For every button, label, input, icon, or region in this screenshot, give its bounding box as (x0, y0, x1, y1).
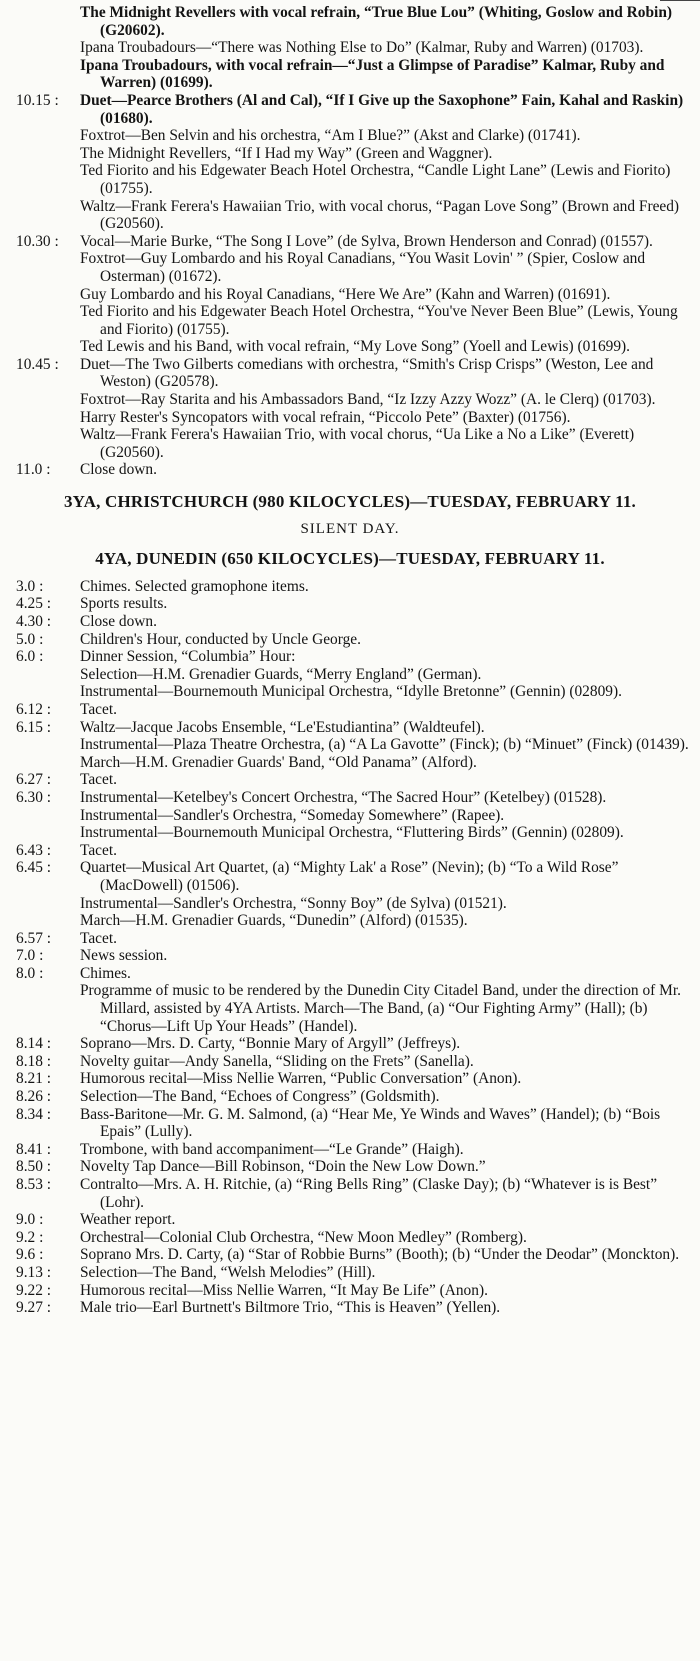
entry-time: 6.45 : (16, 859, 52, 877)
silent-day-note: SILENT DAY. (300, 520, 400, 537)
entry-time: 8.50 : (16, 1158, 52, 1176)
entry-item: Instrumental—Sandler's Orchestra, “Someday Somewhere” (Rapee). (80, 806, 505, 824)
entry-item: Novelty Tap Dance—Bill Robinson, “Doin the New Low Down.” (80, 1158, 486, 1176)
entry-item: The Midnight Revellers with vocal refrain, “True Blue Lou” (Whiting, Goslow and Robin) (G20602). (80, 4, 672, 39)
programme-entry (0, 1211, 700, 1229)
entry-item: Instrumental—Bournemouth Municipal Orchestra, “Idylle Bretonne” (Gennin) (02809). (80, 683, 622, 701)
entry-item: Instrumental—Plaza Theatre Orchestra, (a) “A La Gavotte” (Finck); (b) “Minuet” (Finck) (01439). (80, 736, 689, 754)
programme-entry (0, 648, 700, 701)
entry-time: 4.30 : (16, 613, 52, 630)
2ya-continued-section (0, 0, 700, 479)
entry-item: Chimes. Selected gramophone items. (80, 577, 309, 595)
entry-item: Dinner Session, “Columbia” Hour: (80, 648, 296, 666)
entry-item: Selection—The Band, “Echoes of Congress” (Goldsmith). (80, 1088, 440, 1106)
entry-time: 5.0 : (16, 630, 44, 648)
entry-time: 8.41 : (16, 1140, 52, 1158)
entry-time: 8.0 : (16, 964, 44, 982)
heading-3ya: 3YA, CHRISTCHURCH (980 KILOCYCLES)—TUESDAY, FEBRUARY 11. (63, 492, 637, 512)
entry-item: Foxtrot—Ray Starita and his Ambassadors Band, “Iz Izzy Azzy Wozz” (A. le Clerq) (01703). (80, 391, 656, 409)
entry-time: 6.15 : (16, 718, 52, 736)
programme-entry (0, 1053, 700, 1071)
entry-time: 9.22 : (16, 1281, 52, 1299)
entry-time: 8.21 : (16, 1070, 52, 1088)
entry-item: Close down. (80, 461, 157, 479)
entry-item: Ted Fiorito and his Edgewater Beach Hotel Orchestra, “You've Never Been Blue” (Lewis, Young and Fiorito) (01755). (80, 303, 678, 338)
entry-time: 8.14 : (16, 1035, 52, 1053)
programme-entry (0, 356, 700, 462)
programme-entry (0, 859, 700, 929)
entry-time: 3.0 : (16, 577, 44, 595)
entry-item: Harry Rester's Syncopators with vocal refrain, “Piccolo Pete” (Baxter) (01756). (80, 408, 571, 426)
entry-item: Male trio—Earl Burtnett's Biltmore Trio, “This is Heaven” (Yellen). (80, 1299, 501, 1317)
programme-entry (0, 4, 700, 92)
entry-item: Ipana Troubadours—“There was Nothing Else to Do” (Kalmar, Ruby and Warren) (01703). (80, 39, 644, 57)
programme-entry (0, 1299, 700, 1317)
entry-time: 10.15 : (16, 91, 59, 109)
entry-time: 6.0 : (16, 648, 44, 666)
entry-time: 9.6 : (16, 1246, 44, 1264)
programme-entry (0, 789, 700, 842)
entry-item: Soprano—Mrs. D. Carty, “Bonnie Mary of Argyll” (Jeffreys). (80, 1035, 461, 1053)
entry-time: 6.57 : (16, 929, 52, 947)
entry-item: Duet—Pearce Brothers (Al and Cal), “If I Give up the Saxophone” Fain, Kahal and Raskin) (01680). (80, 91, 684, 127)
programme-entry (0, 947, 700, 965)
programme-entry (0, 92, 700, 233)
programme-entry (0, 701, 700, 719)
programme-entry (0, 719, 700, 772)
programme-entry (0, 578, 700, 596)
entry-time: 9.13 : (16, 1263, 52, 1281)
entry-time: 6.27 : (16, 771, 52, 789)
programme-entry (0, 842, 700, 860)
entry-time: 6.30 : (16, 788, 52, 806)
entry-time: 10.30 : (16, 232, 59, 250)
entry-item: Programme of music to be rendered by the Dunedin City Citadel Band, under the direction of Mr. Millard, assisted by 4YA Artists. March—The Band, (a) “Our Fighting Army” (Hall); (b) “Chorus—Lift Up Your Heads” (Handel). (80, 982, 681, 1035)
programme-entry (0, 965, 700, 1035)
programme-entry (0, 1070, 700, 1088)
entry-time: 8.34 : (16, 1105, 52, 1123)
entry-item: Orchestral—Colonial Club Orchestra, “New Moon Medley” (Romberg). (80, 1228, 527, 1246)
entry-time: 8.26 : (16, 1088, 52, 1106)
programme-entry (0, 1106, 700, 1141)
entry-item: Contralto—Mrs. A. H. Ritchie, (a) “Ring Bells Ring” (Claske Day); (b) “Whatever is is Best” (Lohr). (80, 1176, 658, 1211)
entry-item: Foxtrot—Ben Selvin and his orchestra, “Am I Blue?” (Akst and Clarke) (01741). (80, 127, 581, 145)
entry-item: Humorous recital—Miss Nellie Warren, “Public Conversation” (Anon). (80, 1070, 522, 1088)
programme-entry (0, 1158, 700, 1176)
programme-entry (0, 930, 700, 948)
entry-time: 9.2 : (16, 1228, 44, 1246)
entry-item: Tacet. (80, 929, 117, 947)
entry-item: Waltz—Frank Ferera's Hawaiian Trio, with vocal chorus, “Pagan Love Song” (Brown and Freed) (G20560). (80, 197, 680, 233)
entry-time: 9.27 : (16, 1299, 52, 1317)
entry-time: 6.12 : (16, 700, 52, 718)
entry-time: 9.0 : (16, 1211, 44, 1229)
entry-item: Tacet. (80, 841, 117, 859)
entry-item: Waltz—Jacque Jacobs Ensemble, “Le'Estudiantina” (Waldteufel). (80, 718, 485, 736)
entry-item: Selection—The Band, “Welsh Melodies” (Hill). (80, 1263, 376, 1281)
entry-item: Close down. (80, 613, 157, 630)
entry-time: 11.0 : (16, 461, 51, 479)
entry-item: News session. (80, 947, 168, 965)
programme-entry (0, 1229, 700, 1247)
4ya-programme-section (0, 574, 700, 1317)
programme-entry (0, 1264, 700, 1282)
entry-time: 4.25 : (16, 595, 52, 613)
entry-item: Instrumental—Sandler's Orchestra, “Sonny Boy” (de Sylva) (01521). (80, 894, 507, 912)
entry-item: Instrumental—Ketelbey's Concert Orchestra, “The Sacred Hour” (Ketelbey) (01528). (80, 788, 607, 806)
entry-item: Waltz—Frank Ferera's Hawaiian Trio, with vocal chorus, “Ua Like a No a Like” (Everett) (G20560). (80, 426, 635, 461)
entry-item: March—H.M. Grenadier Guards' Band, “Old Panama” (Alford). (80, 753, 477, 771)
entry-item: Ted Fiorito and his Edgewater Beach Hotel Orchestra, “Candle Light Lane” (Lewis and Fiorito) (01755). (80, 162, 671, 197)
entry-time: 6.43 : (16, 841, 52, 859)
entry-item: Duet—The Two Gilberts comedians with orchestra, “Smith's Crisp Crisps” (Weston, Lee and Weston) (G20578). (80, 355, 654, 391)
programme-entry (0, 771, 700, 789)
entry-item: Trombone, with band accompaniment—“Le Grande” (Haigh). (80, 1140, 464, 1158)
entry-item: Soprano Mrs. D. Carty, (a) “Star of Robbie Burns” (Booth); (b) “Under the Deodar” (Monckton). (80, 1246, 680, 1264)
column-rule (660, 0, 700, 1)
entry-item: The Midnight Revellers, “If I Had my Way” (Green and Waggner). (80, 144, 493, 162)
entry-item: Chimes. (80, 964, 131, 982)
programme-entry (0, 631, 700, 649)
entry-item: Quartet—Musical Art Quartet, (a) “Mighty Lak' a Rose” (Nevin); (b) “To a Wild Rose” (MacDowell) (01506). (80, 859, 619, 894)
programme-entry (0, 1088, 700, 1106)
entry-item: Humorous recital—Miss Nellie Warren, “It May Be Life” (Anon). (80, 1281, 488, 1299)
entry-item: Vocal—Marie Burke, “The Song I Love” (de Sylva, Brown Henderson and Conrad) (01557). (80, 232, 653, 250)
entry-item: Foxtrot—Guy Lombardo and his Royal Canadians, “You Wasit Lovin' ” (Spier, Coslow and Osterman) (01672). (80, 250, 646, 285)
entry-time: 8.53 : (16, 1176, 52, 1193)
entry-item: Guy Lombardo and his Royal Canadians, “Here We Are” (Kahn and Warren) (01691). (80, 285, 611, 303)
programme-entry (0, 1282, 700, 1300)
programme-entry (0, 1141, 700, 1159)
programme-entry (0, 1176, 700, 1211)
entry-item: Tacet. (80, 771, 117, 789)
entry-time: 8.18 : (16, 1052, 52, 1070)
programme-entry (0, 1035, 700, 1053)
entry-item: March—H.M. Grenadier Guards, “Dunedin” (Alford) (01535). (80, 912, 468, 930)
entry-item: Instrumental—Bournemouth Municipal Orchestra, “Fluttering Birds” (Gennin) (02809). (80, 824, 624, 842)
heading-4ya: 4YA, DUNEDIN (650 KILOCYCLES)—TUESDAY, FEBRUARY 11. (95, 549, 605, 569)
entry-item: Selection—H.M. Grenadier Guards, “Merry England” (German). (80, 665, 482, 683)
entry-item: Ipana Troubadours, with vocal refrain—“Just a Glimpse of Paradise” Kalmar, Ruby and Warren) (01699). (80, 56, 665, 92)
entry-item: Tacet. (80, 700, 117, 718)
programme-entry (0, 595, 700, 613)
programme-entry (0, 1246, 700, 1264)
programme-entry (0, 613, 700, 631)
entry-item: Weather report. (80, 1211, 176, 1229)
entry-item: Sports results. (80, 595, 168, 613)
entry-item: Novelty guitar—Andy Sanella, “Sliding on the Frets” (Sanella). (80, 1052, 474, 1070)
programme-entry (0, 461, 700, 479)
entry-item: Bass-Baritone—Mr. G. M. Salmond, (a) “Hear Me, Ye Winds and Waves” (Handel); (b) “Bois Epais” (Lully). (80, 1105, 661, 1141)
entry-item: Ted Lewis and his Band, with vocal refrain, “My Love Song” (Yoell and Lewis) (01699). (80, 338, 631, 356)
entry-time: 7.0 : (16, 947, 44, 965)
entry-time: 10.45 : (16, 355, 59, 373)
programme-entry (0, 233, 700, 356)
entry-item: Children's Hour, conducted by Uncle George. (80, 630, 361, 648)
